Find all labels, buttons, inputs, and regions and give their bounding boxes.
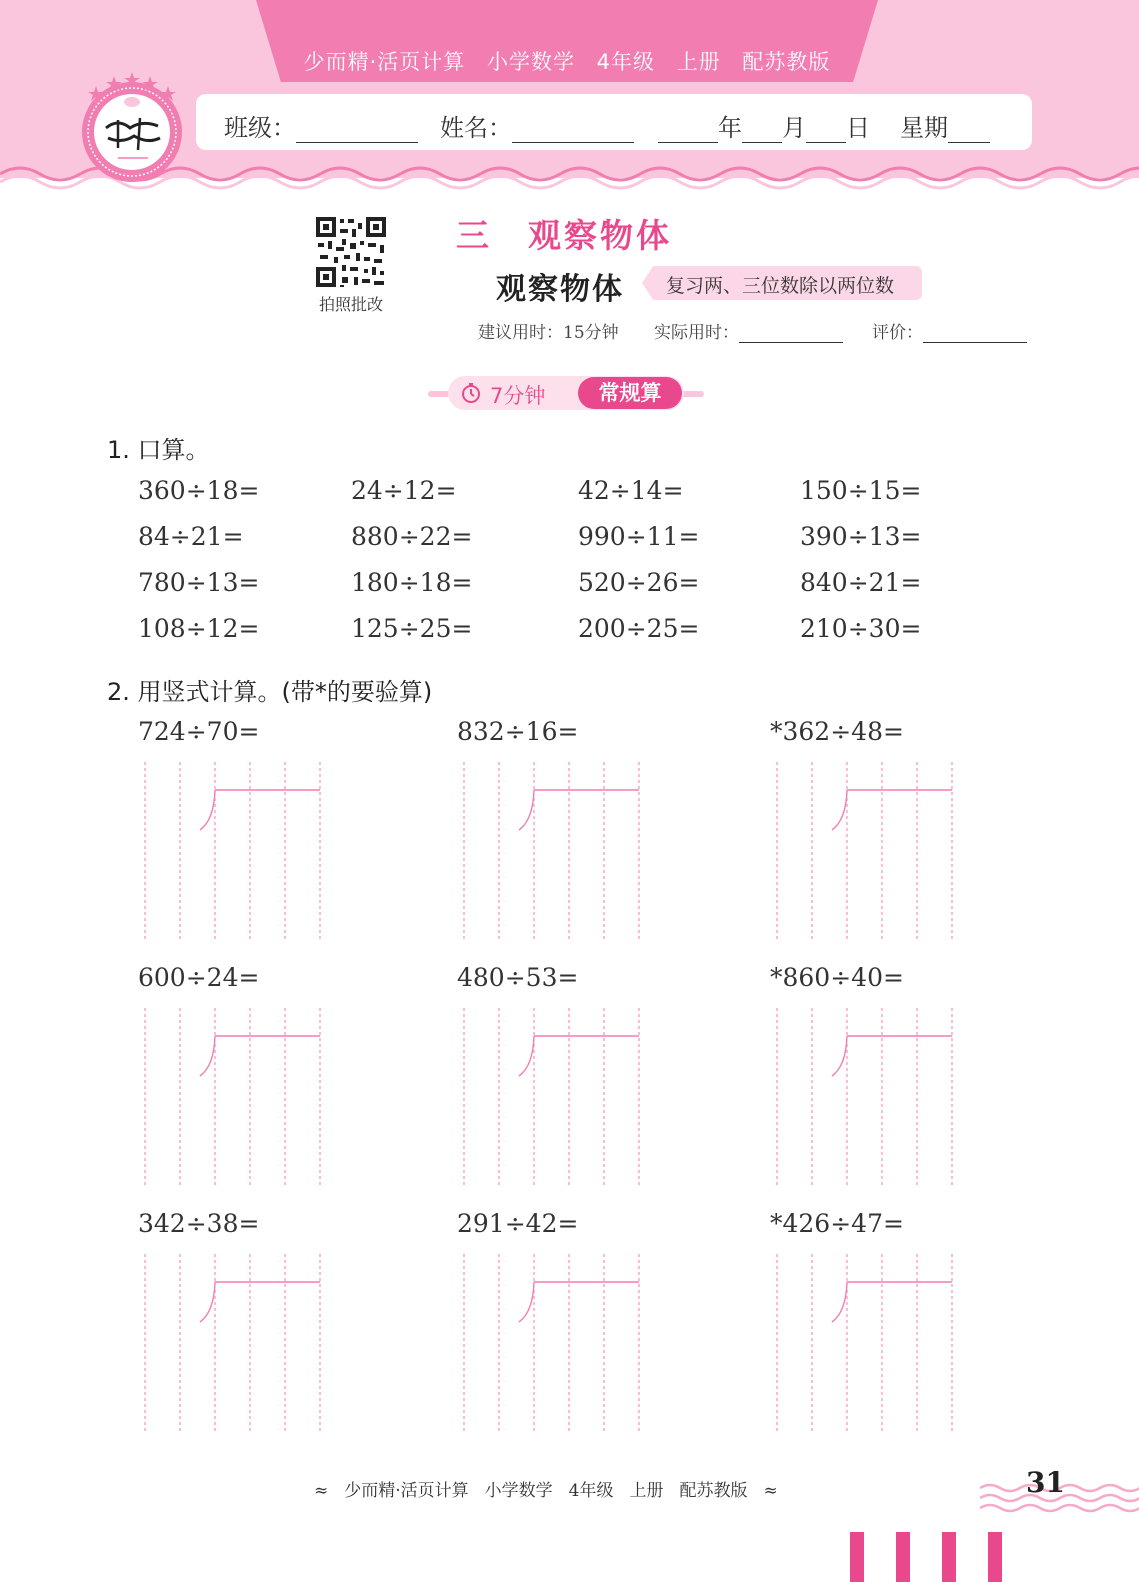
question-2-title: 2. 用竖式计算。(带*的要验算) — [107, 678, 433, 706]
header-subject: 小学数学 — [486, 50, 575, 74]
actual-time-blank[interactable] — [739, 325, 843, 343]
division-bracket — [519, 790, 639, 830]
long-division-problem: 832÷16= — [457, 717, 579, 746]
oral-item: 210÷30= — [800, 614, 922, 643]
name-label: 姓名： — [440, 114, 512, 142]
name-field[interactable] — [440, 108, 634, 143]
oral-item: 180÷18= — [351, 568, 473, 597]
year-blank[interactable] — [658, 121, 718, 143]
division-bracket — [200, 1282, 320, 1322]
oral-item: 84÷21= — [138, 522, 244, 551]
class-blank[interactable] — [296, 121, 418, 143]
oral-item: 780÷13= — [138, 568, 260, 597]
name-blank[interactable] — [512, 121, 634, 143]
date-field[interactable] — [658, 108, 990, 143]
actual-time-field[interactable] — [654, 318, 843, 343]
long-division-problem: 600÷24= — [138, 963, 260, 992]
page-edge-tabs — [846, 1532, 1006, 1582]
oral-item: 108÷12= — [138, 614, 260, 643]
day-blank[interactable] — [806, 121, 846, 143]
oral-item: 840÷21= — [800, 568, 922, 597]
oral-item: 24÷12= — [351, 476, 457, 505]
division-bracket — [519, 1282, 639, 1322]
suggested-time: 建议用时：15分钟 — [478, 323, 619, 343]
division-bracket — [200, 1036, 320, 1076]
evaluation-label: 评价： — [872, 323, 923, 343]
weekday-blank[interactable] — [948, 121, 990, 143]
lesson-subtitle: 复习两、三位数除以两位数 — [666, 275, 895, 297]
division-bracket — [832, 1282, 952, 1322]
stopwatch-icon — [460, 382, 482, 404]
long-division-work-area[interactable] — [140, 762, 330, 942]
year-label: 年 — [718, 114, 742, 142]
long-division-problem: *860÷40= — [770, 963, 904, 992]
header-volume: 上册 — [676, 50, 721, 74]
header-grade: 4年级 — [596, 50, 656, 74]
long-division-work-area[interactable] — [459, 1254, 649, 1434]
footer-wave-icon: ≈ — [763, 1481, 778, 1501]
long-division-problem: 342÷38= — [138, 1209, 260, 1238]
oral-item: 42÷14= — [578, 476, 684, 505]
long-division-work-area[interactable] — [459, 1008, 649, 1188]
evaluation-field[interactable] — [872, 318, 1027, 343]
oral-item: 150÷15= — [800, 476, 922, 505]
footer-wave-icon: ≈ — [314, 1481, 329, 1501]
question-1-title: 1. 口算。 — [107, 436, 210, 464]
oral-item: 880÷22= — [351, 522, 473, 551]
header-series: 少而精·活页计算 — [303, 50, 466, 74]
publisher-logo — [78, 68, 186, 184]
oral-item: 990÷11= — [578, 522, 700, 551]
footer-edition: 配苏教版 — [679, 1481, 748, 1501]
long-division-work-area[interactable] — [772, 1254, 962, 1434]
class-field[interactable] — [224, 108, 418, 143]
oral-item: 125÷25= — [351, 614, 473, 643]
long-division-problem: *426÷47= — [770, 1209, 904, 1238]
page-number: 31 — [1026, 1466, 1065, 1499]
long-division-problem: 724÷70= — [138, 717, 260, 746]
division-bracket — [200, 790, 320, 830]
oral-item: 520÷26= — [578, 568, 700, 597]
long-division-work-area[interactable] — [140, 1008, 330, 1188]
footer-subject: 小学数学 — [484, 1481, 553, 1501]
month-label: 月 — [782, 114, 806, 142]
qr-caption: 拍照批改 — [318, 295, 383, 314]
footer-book-info — [306, 1476, 786, 1501]
oral-item: 200÷25= — [578, 614, 700, 643]
division-bracket — [832, 790, 952, 830]
class-label: 班级： — [224, 114, 296, 142]
footer-series: 少而精·活页计算 — [344, 1481, 469, 1501]
header-book-info — [256, 46, 878, 76]
day-label: 日 — [846, 114, 870, 142]
long-division-work-area[interactable] — [772, 762, 962, 942]
division-bracket — [519, 1036, 639, 1076]
long-division-work-area[interactable] — [140, 1254, 330, 1434]
weekday-label: 星期 — [900, 114, 948, 142]
banner-time: 7分钟 — [490, 384, 546, 408]
header-edition: 配苏教版 — [742, 50, 831, 74]
division-bracket — [832, 1036, 952, 1076]
oral-item: 390÷13= — [800, 522, 922, 551]
banner-tag: 常规算 — [578, 377, 682, 409]
long-division-work-area[interactable] — [772, 1008, 962, 1188]
long-division-work-area[interactable] — [459, 762, 649, 942]
footer-grade: 4年级 — [568, 1481, 614, 1501]
oral-item: 360÷18= — [138, 476, 260, 505]
footer-volume: 上册 — [629, 1481, 664, 1501]
long-division-problem: 480÷53= — [457, 963, 579, 992]
actual-time-label: 实际用时： — [654, 323, 739, 343]
long-division-problem: *362÷48= — [770, 717, 904, 746]
month-blank[interactable] — [742, 121, 782, 143]
unit-title: 三 观察物体 — [456, 216, 672, 255]
lesson-title: 观察物体 — [496, 272, 624, 307]
evaluation-blank[interactable] — [923, 325, 1027, 343]
qr-code-icon[interactable] — [314, 215, 388, 289]
long-division-problem: 291÷42= — [457, 1209, 579, 1238]
